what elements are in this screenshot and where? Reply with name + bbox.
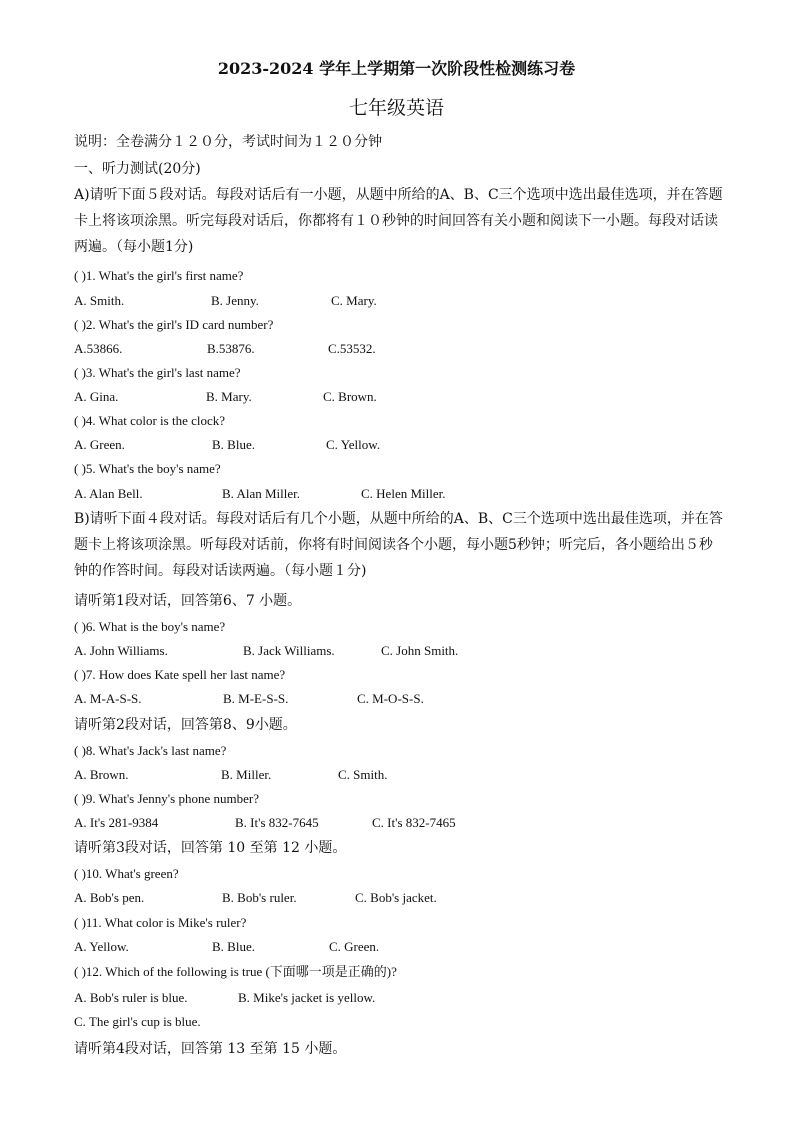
q3-option-a: A. Gina. xyxy=(74,389,119,404)
q4-option-a: A. Green. xyxy=(74,437,125,452)
q11-option-b: B. Blue. xyxy=(212,939,255,954)
q3-option-b: B. Mary. xyxy=(206,389,252,404)
q8-option-c: C. Smith. xyxy=(338,767,388,782)
question-8: ( )8. What's Jack's last name? xyxy=(74,743,227,758)
dialog-1-heading: 请听第1段对话，回答第6、7 小题。 xyxy=(74,593,302,609)
q4-option-b: B. Blue. xyxy=(212,437,255,452)
question-6: ( )6. What is the boy's name? xyxy=(74,619,226,634)
q5-option-a: A. Alan Bell. xyxy=(74,486,143,501)
q2-option-a: A.53866. xyxy=(74,341,123,356)
question-9: ( )9. What's Jenny's phone number? xyxy=(74,791,259,806)
q12-option-a: A. Bob's ruler is blue. xyxy=(74,990,188,1005)
question-11: ( )11. What color is Mike's ruler? xyxy=(74,915,247,930)
q3-option-c: C. Brown. xyxy=(323,389,377,404)
q10-option-b: B. Bob's ruler. xyxy=(222,890,297,905)
q8-option-a: A. Brown. xyxy=(74,767,129,782)
exam-subtitle: 七年级英语 xyxy=(348,97,444,119)
q10-option-c: C. Bob's jacket. xyxy=(355,890,437,905)
dialog-3-heading: 请听第3段对话，回答第 10 至第 12 小题。 xyxy=(74,840,347,856)
question-4: ( )4. What color is the clock? xyxy=(74,413,226,428)
q12-option-c: C. The girl's cup is blue. xyxy=(74,1014,201,1029)
question-12: ( )12. Which of the following is true (下面哪一项是正确的)? xyxy=(74,964,397,979)
section-heading: 一、听力测试(20分) xyxy=(74,161,201,177)
q12-option-b: B. Mike's jacket is yellow. xyxy=(238,990,376,1005)
q1-option-a: A. Smith. xyxy=(74,293,125,308)
q6-option-a: A. John Williams. xyxy=(74,643,168,658)
q1-option-c: C. Mary. xyxy=(331,293,377,308)
question-1: ( )1. What's the girl's first name? xyxy=(74,268,244,283)
q8-option-b: B. Miller. xyxy=(221,767,272,782)
q5-option-b: B. Alan Miller. xyxy=(222,486,300,501)
q7-option-c: C. M-O-S-S. xyxy=(357,691,424,706)
q7-option-b: B. M-E-S-S. xyxy=(223,691,289,706)
exam-title: 2023-2024 学年上学期第一次阶段性检测练习卷 xyxy=(217,59,576,78)
question-7: ( )7. How does Kate spell her last name? xyxy=(74,667,286,682)
q5-option-c: C. Helen Miller. xyxy=(361,486,446,501)
q4-option-c: C. Yellow. xyxy=(326,437,381,452)
q10-option-a: A. Bob's pen. xyxy=(74,890,145,905)
q1-option-b: B. Jenny. xyxy=(211,293,259,308)
q7-option-a: A. M-A-S-S. xyxy=(74,691,142,706)
q11-option-c: C. Green. xyxy=(329,939,380,954)
part-b-instructions: B)请听下面４段对话。每段对话后有几个小题，从题中所给的A、B、C三个选项中选出最佳选项，并在答题卡上将该项涂黑。听每段对话前，你将有时间阅读各个小题，每小题5秒钟；听完后，各小题给出５秒钟的作答时间。每段对话读两遍。（每小题１分) xyxy=(74,511,723,579)
question-10: ( )10. What's green? xyxy=(74,866,179,881)
q2-option-c: C.53532. xyxy=(328,341,376,356)
q6-option-b: B. Jack Williams. xyxy=(243,643,335,658)
q11-option-a: A. Yellow. xyxy=(74,939,129,954)
part-a-instructions: A)请听下面５段对话。每段对话后有一小题，从题中所给的A、B、C三个选项中选出最佳选项，并在答题卡上将该项涂黑。听完每段对话后，你都将有１０秒钟的时间回答有关小题和阅读下一小题。每段对话读两遍。（每小题1分) xyxy=(74,187,723,255)
q9-option-a: A. It's 281-9384 xyxy=(74,815,159,830)
dialog-4-heading: 请听第4段对话，回答第 13 至第 15 小题。 xyxy=(74,1041,347,1057)
q9-option-c: C. It's 832-7465 xyxy=(372,815,456,830)
question-3: ( )3. What's the girl's last name? xyxy=(74,365,241,380)
question-2: ( )2. What's the girl's ID card number? xyxy=(74,317,274,332)
q9-option-b: B. It's 832-7645 xyxy=(235,815,319,830)
q6-option-c: C. John Smith. xyxy=(381,643,459,658)
exam-note: 说明：全卷满分１２０分，考试时间为１２０分钟 xyxy=(74,134,382,150)
dialog-2-heading: 请听第2段对话，回答第8、9小题。 xyxy=(74,717,297,733)
q2-option-b: B.53876. xyxy=(207,341,255,356)
question-5: ( )5. What's the boy's name? xyxy=(74,461,221,476)
